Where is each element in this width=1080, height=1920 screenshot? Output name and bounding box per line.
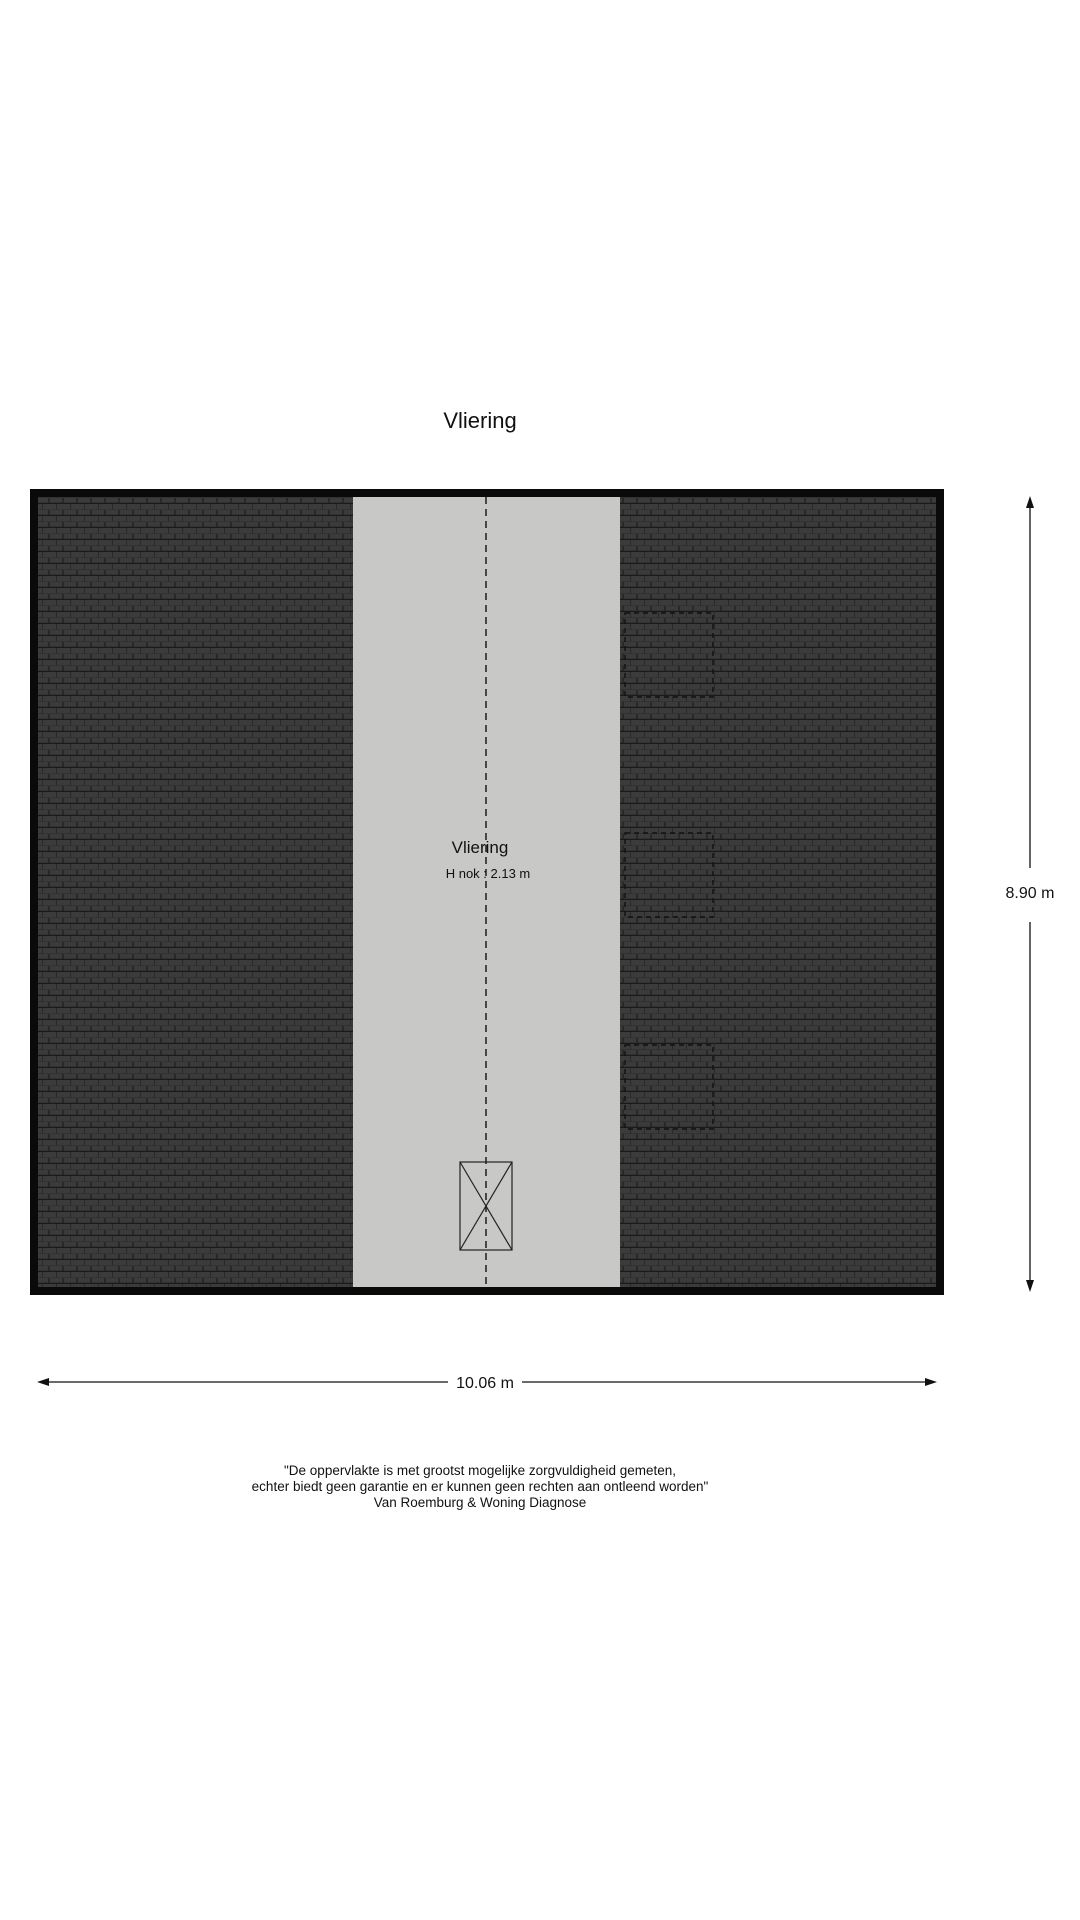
floor-title: Vliering [443, 408, 517, 433]
width-label: 10.06 m [456, 1375, 514, 1392]
disclaimer-company: Van Roemburg & Woning Diagnose [373, 1495, 587, 1510]
room-name: Vliering [451, 838, 509, 857]
disclaimer-line: echter biedt geen garantie en er kunnen geen rechten aan ontleend worden" [251, 1479, 709, 1494]
roof-tiles-right [620, 497, 938, 1287]
disclaimer-line: "De oppervlakte is met grootst mogelijke zorgvuldigheid gemeten, [284, 1463, 676, 1478]
attic-floor-area [353, 497, 620, 1287]
roof-tiles-left [38, 497, 353, 1287]
depth-label: 8.90 m [1005, 885, 1055, 902]
room-height: H nok : 2.13 m [445, 866, 531, 881]
disclaimer [140, 1463, 820, 1511]
